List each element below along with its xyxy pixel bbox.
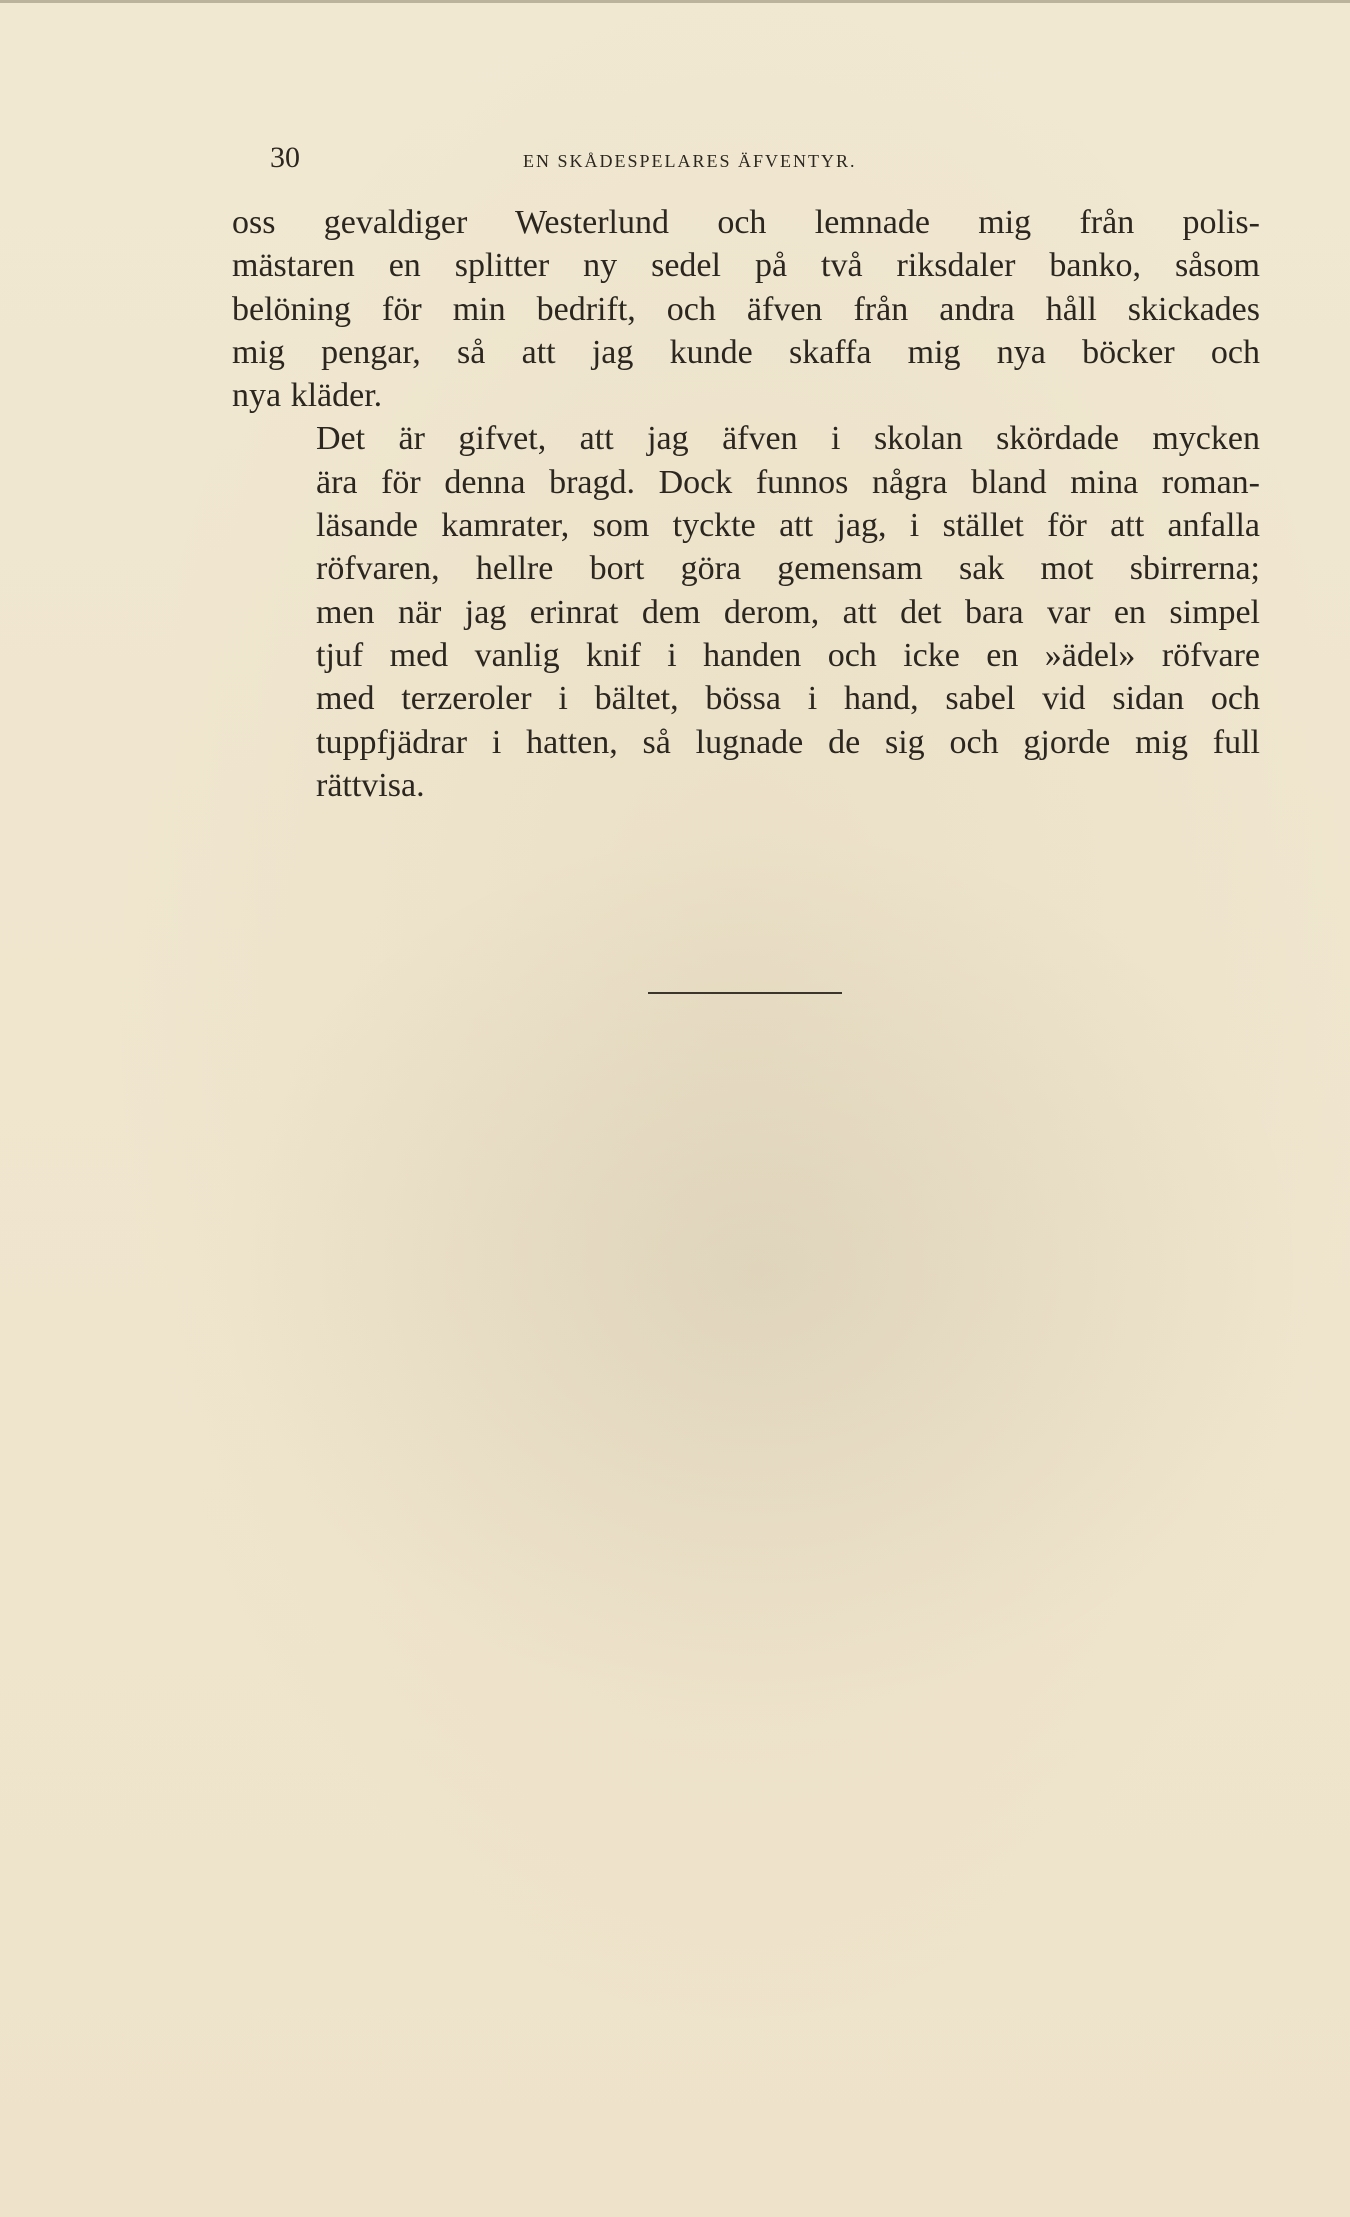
- text-line: ära för denna bragd. Dock funnos några bland mina roman-: [316, 463, 1260, 501]
- paper-texture: [210, 820, 1310, 1720]
- body-text: [232, 201, 1260, 807]
- text-line: röfvaren, hellre bort göra gemensam sak mot sbirrerna;: [316, 550, 1260, 588]
- section-divider: [648, 992, 842, 994]
- text-line: rättvisa.: [316, 766, 425, 804]
- text-line: tuppfjädrar i hatten, så lugnade de sig och gjorde mig full: [316, 723, 1260, 761]
- text-line: oss gevaldiger Westerlund och lemnade mig från polis-: [232, 204, 1260, 241]
- text-line: Det är gifvet, att jag äfven i skolan skördade mycken: [316, 420, 1260, 458]
- paragraph-2: [232, 417, 1260, 807]
- page-header: [270, 138, 1170, 178]
- text-line: belöning för min bedrift, och äfven från andra håll skickades: [232, 290, 1260, 328]
- text-line: tjuf med vanlig knif i handen och icke en »ädel» röfvare: [316, 636, 1260, 674]
- page-edge: [0, 0, 1350, 3]
- page-number: 30: [270, 141, 300, 174]
- text-line: mästaren en splitter ny sedel på två riksdaler banko, såsom: [232, 247, 1260, 285]
- text-line: nya kläder.: [232, 377, 383, 415]
- text-line: men när jag erinrat dem derom, att det bara var en simpel: [316, 593, 1260, 631]
- text-line: med terzeroler i bältet, bössa i hand, sabel vid sidan och: [316, 680, 1260, 718]
- text-line: mig pengar, så att jag kunde skaffa mig nya böcker och: [232, 333, 1260, 371]
- paragraph-1: [232, 201, 1260, 417]
- running-head: EN SKÅDESPELARES ÄFVENTYR.: [523, 151, 857, 171]
- text-line: läsande kamrater, som tyckte att jag, i stället för att anfalla: [316, 507, 1260, 545]
